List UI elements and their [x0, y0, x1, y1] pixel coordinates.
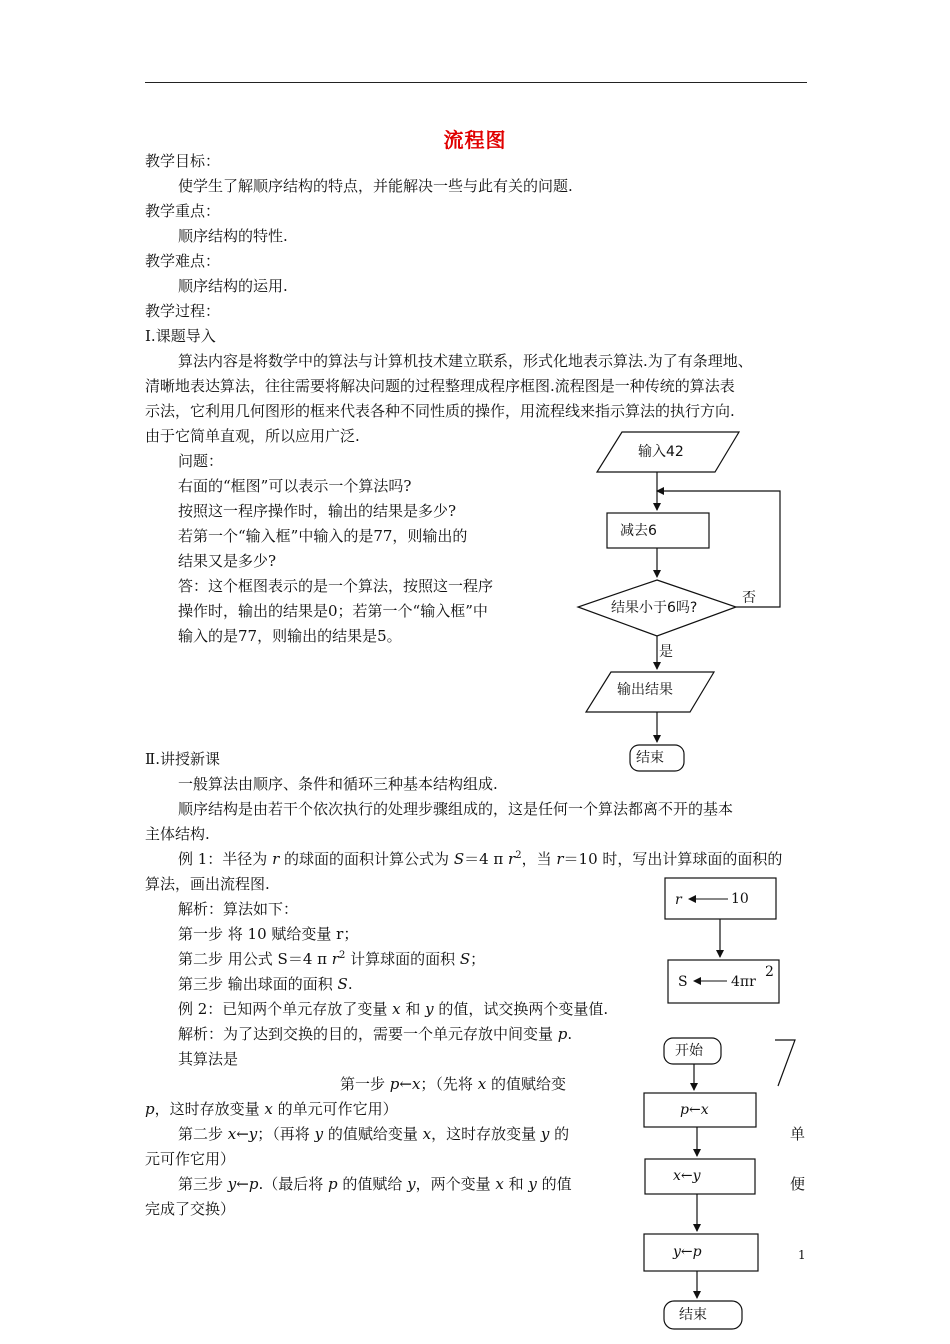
step3: 第三步 输出球面的面积 S.	[178, 975, 353, 993]
swap-box-3-label: y←p	[673, 1244, 702, 1260]
swap-box-2-label: x←y	[673, 1168, 701, 1184]
end-label: 结束	[636, 750, 664, 766]
intro-line-1: 算法内容是将数学中的算法与计算机技术建立联系，形式化地表示算法.为了有条理地、	[178, 352, 753, 370]
swap-step1: 第一步 p←x；（先将 x 的值赋给变	[340, 1075, 566, 1093]
part1-heading: Ⅰ.课题导入	[145, 327, 216, 345]
swap-step2-right: 单	[790, 1125, 806, 1143]
question-4: 结果又是多少?	[178, 552, 277, 570]
question-1: 右面的“框图”可以表示一个算法吗?	[178, 477, 412, 495]
page-title: 流程图	[443, 128, 507, 152]
page-number: 1	[798, 1248, 806, 1262]
subtract-label: 减去6	[620, 523, 657, 539]
example1-line-1: 例 1：半径为 r 的球面的面积计算公式为 S＝4 π $r^2$，当 r＝10 时，写出计算球面的面积的	[178, 850, 783, 868]
question-2: 按照这一程序操作时，输出的结果是多少?	[178, 502, 457, 520]
swap-box-1-label: p←x	[680, 1102, 709, 1118]
process-label: 教学过程：	[145, 302, 221, 320]
goal-label: 教学目标：	[145, 152, 221, 170]
step2: 第二步 用公式 S＝4 π $r^2$ 计算球面的面积 S；	[178, 950, 486, 968]
output-label: 输出结果	[617, 682, 673, 698]
assign-s-exponent: 2	[765, 964, 774, 980]
intro-line-4: 由于它简单直观，所以应用广泛.	[145, 427, 360, 445]
key-label: 教学重点：	[145, 202, 221, 220]
analysis1: 解析：算法如下：	[178, 900, 299, 918]
answer-line-2: 操作时，输出的结果是0；若第一个“输入框”中	[178, 602, 488, 620]
intro-line-3: 示法，它利用几何图形的框来代表各种不同性质的操作，用流程线来指示算法的执行方向.	[145, 402, 735, 420]
difficulty-text: 顺序结构的运用.	[178, 277, 288, 295]
question-3: 若第一个“输入框”中输入的是77，则输出的	[178, 527, 468, 545]
example1-line-2: 算法，画出流程图.	[145, 875, 270, 893]
step1: 第一步 将 10 赋给变量 r；	[178, 925, 359, 943]
intro-line-2: 清晰地表达算法，往往需要将解决问题的过程整理成程序框图.流程图是一种传统的算法表	[145, 377, 735, 395]
assign-s-value: 4πr	[731, 974, 756, 990]
algo-label: 其算法是	[178, 1050, 239, 1068]
decision-label: 结果小于6吗?	[611, 600, 698, 616]
no-label: 否	[742, 590, 756, 606]
analysis2: 解析：为了达到交换的目的，需要一个单元存放中间变量 p.	[178, 1025, 573, 1043]
example2: 例 2：已知两个单元存放了变量 x 和 y 的值，试交换两个变量值.	[178, 1000, 609, 1018]
swap-step2-line2: 元可作它用）	[145, 1150, 236, 1168]
answer-line-1: 答：这个框图表示的是一个算法，按照这一程序	[178, 577, 494, 595]
swap-step3-right: 便	[790, 1175, 806, 1193]
p1: 一般算法由顺序、条件和循环三种基本结构组成.	[178, 775, 498, 793]
goal-text: 使学生了解顺序结构的特点，并能解决一些与此有关的问题.	[178, 177, 573, 195]
swap-step3-line2: 完成了交换）	[145, 1200, 236, 1218]
assign-r-var: r	[675, 892, 682, 908]
p2-line-2: 主体结构.	[145, 825, 210, 843]
p2-line-1: 顺序结构是由若干个依次执行的处理步骤组成的，这是任何一个算法都离不开的基本	[178, 800, 734, 818]
difficulty-label: 教学难点：	[145, 252, 221, 270]
start-label: 开始	[675, 1043, 703, 1059]
decorative-stroke	[775, 1040, 795, 1086]
answer-line-3: 输入的是77，则输出的结果是5。	[178, 627, 402, 645]
swap-step3: 第三步 y←p.（最后将 p 的值赋给 y，两个变量 x 和 y 的值	[178, 1175, 572, 1193]
swap-step2: 第二步 x←y；（再将 y 的值赋给变量 x，这时存放变量 y 的	[178, 1125, 570, 1143]
assign-s-var: S	[678, 974, 688, 990]
yes-label: 是	[659, 644, 673, 660]
input-label: 输入42	[638, 444, 684, 460]
swap-step1-line2: p，这时存放变量 x 的单元可作它用）	[145, 1100, 398, 1118]
assign-r-value: 10	[731, 891, 749, 907]
question-label: 问题：	[178, 452, 224, 470]
key-text: 顺序结构的特性.	[178, 227, 288, 245]
part2-heading: Ⅱ.讲授新课	[145, 750, 220, 768]
end-label-2: 结束	[679, 1307, 707, 1323]
